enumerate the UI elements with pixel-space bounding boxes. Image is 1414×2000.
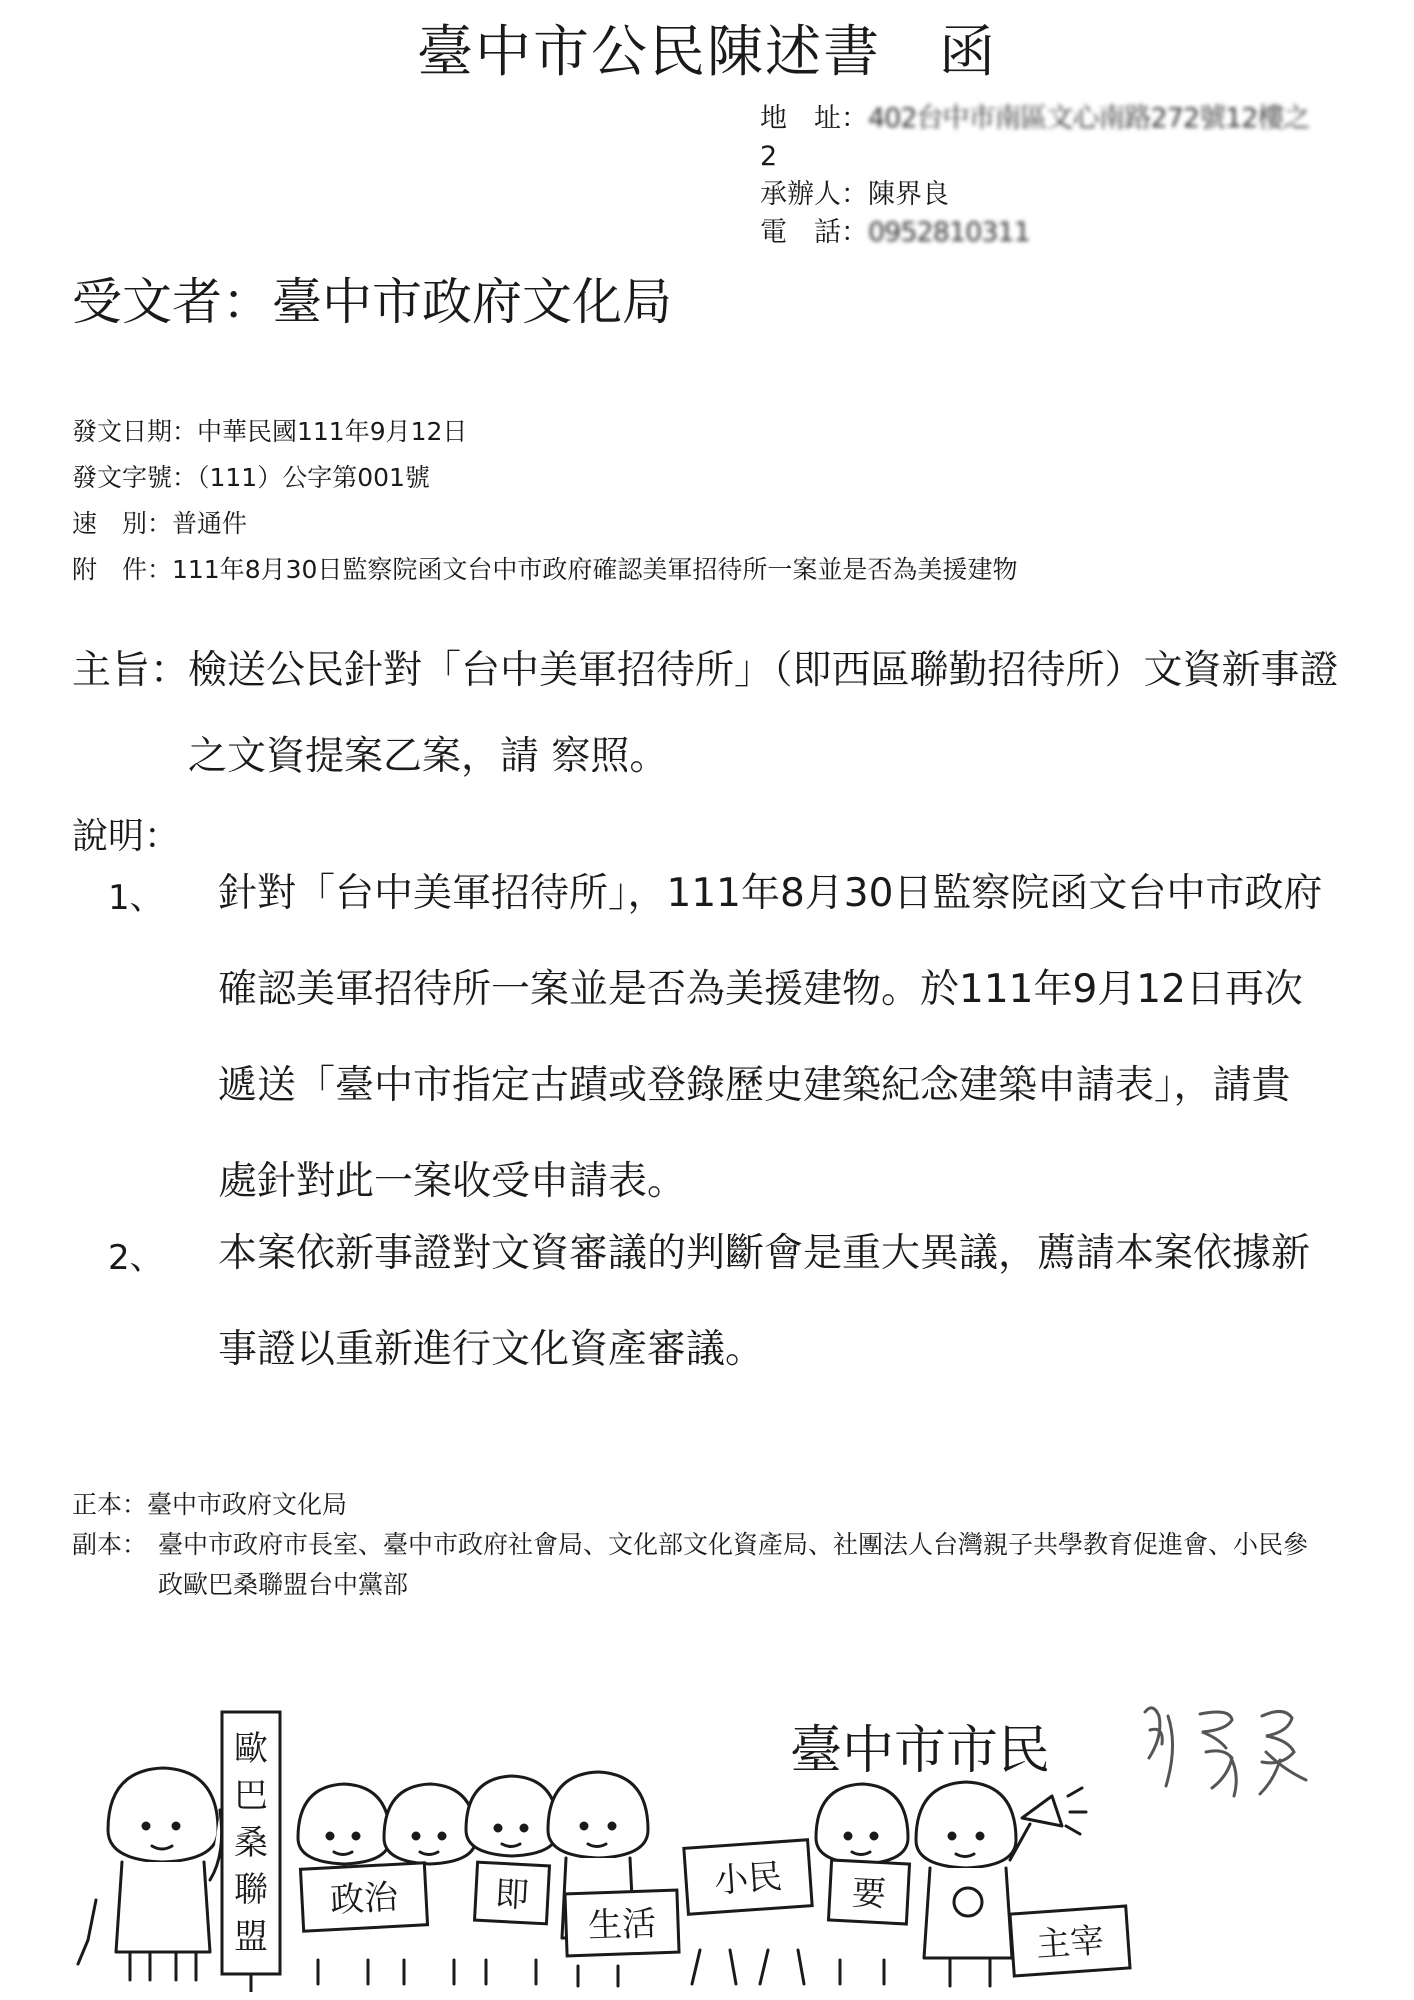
sign-text: 主宰 [1034,1920,1106,1966]
original-label: 正本： [72,1490,148,1519]
contact-value: 陳界良 [868,179,949,210]
sign-text: 政治 [329,1877,400,1921]
subject-text: 檢送公民針對「台中美軍招待所」（即西區聯勤招待所）文資新事證之文資提案乙案，請 察照。 [188,648,1339,779]
recipient: 受文者：臺中市政府文化局 [72,273,672,331]
copy-recipients: 臺中市政府市長室、臺中市政府社會局、文化部文化資產局、社團法人台灣親子共學教育促進會、小民參政歐巴桑聯盟台中黨部 [158,1530,1309,1599]
sign-text: 要 [850,1873,887,1915]
handwritten-signature [1145,1708,1306,1796]
phone-value: 0952810311 [868,217,1030,248]
citizen-signature-label: 臺中市市民 [790,1721,1051,1781]
banner-char: 巴 [234,1776,268,1816]
issue-date: 發文日期：中華民國111年9月12日 [72,417,468,446]
copy-label: 副本： [72,1530,148,1559]
address-label: 地 址： [760,103,868,134]
contact-label: 承辦人： [760,179,868,210]
phone-label: 電 話： [760,217,868,248]
subject-label: 主旨： [72,648,190,693]
banner-char: 歐 [234,1729,268,1769]
speed-class: 速 別：普通件 [72,509,248,538]
address-value: 402台中市南區文心南路272號12樓之 [868,103,1310,134]
banner-char: 桑 [234,1823,268,1863]
attachment: 附 件：111年8月30日監察院函文台中市政府確認美軍招待所一案並是否為美援建物 [72,555,1018,584]
document-title: 臺中市公民陳述書 函 [417,20,997,85]
banner-char: 盟 [234,1917,268,1957]
explanation-item-text: 針對「台中美軍招待所」，111年8月30日監察院函文台中市政府確認美軍招待所一案並是否為美援建物。於111年9月12日再次遞送「臺中市指定古蹟或登錄歷史建築紀念建築申請表」，請貴處針對此一案收受申請表。 [218,871,1323,1204]
document-number: 發文字號：（111）公字第001號 [72,463,430,492]
explanation-item-text: 本案依新事證對文資審議的判斷會是重大異議，薦請本案依據新事證以重新進行文化資產審議。 [218,1231,1311,1372]
sign-text: 即 [493,1874,530,1916]
explanation-item-number: 2、 [108,1238,164,1278]
banner-char: 聯 [234,1870,268,1910]
sign-text: 小民 [712,1856,784,1902]
sign-text: 生活 [587,1903,657,1947]
sender-address-cont: 2 [760,141,778,172]
explanation-item-number: 1、 [108,878,164,918]
original-value: 臺中市政府文化局 [147,1490,348,1519]
explanation-heading: 說明： [72,816,181,857]
